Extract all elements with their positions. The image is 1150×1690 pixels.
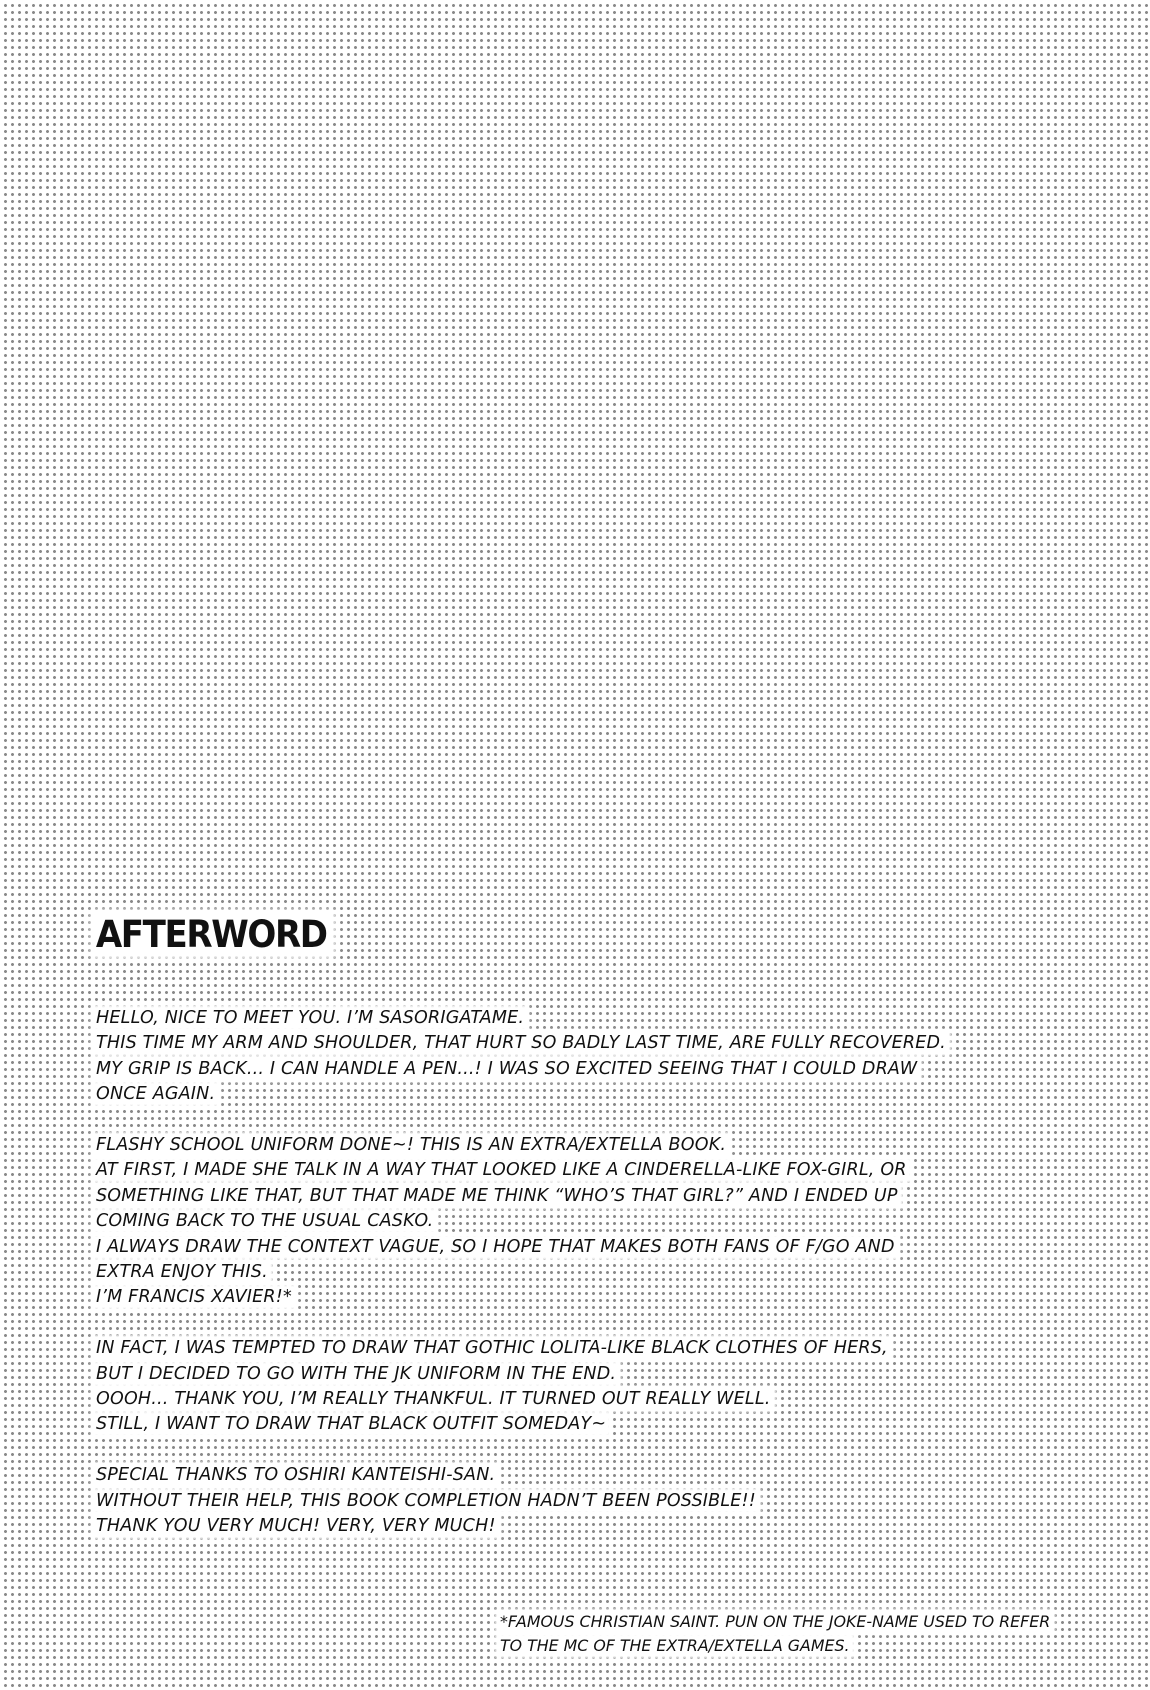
text-line: THANK YOU VERY MUCH! VERY, VERY MUCH!	[96, 1516, 496, 1537]
afterword-body	[94, 1006, 1054, 1565]
text-line: BUT I DECIDED TO GO WITH THE JK UNIFORM IN THE END.	[96, 1363, 617, 1384]
text-line: IN FACT, I WAS TEMPTED TO DRAW THAT GOTHIC LOLITA-LIKE BLACK CLOTHES OF HERS,	[96, 1338, 888, 1359]
text-line: WITHOUT THEIR HELP, THIS BOOK COMPLETION HADN’T BEEN POSSIBLE!!	[96, 1490, 756, 1511]
text-line: HELLO, NICE TO MEET YOU. I’M SASORIGATAME.	[96, 1008, 525, 1028]
footnote	[498, 1610, 1052, 1658]
paragraph-greeting	[94, 1006, 1054, 1108]
text-line: COMING BACK TO THE USUAL CASKO.	[96, 1211, 434, 1232]
paragraph-thanks	[94, 1463, 1054, 1539]
text-line: OOOH... THANK YOU, I’M REALLY THANKFUL. IT TURNED OUT REALLY WELL.	[96, 1389, 771, 1410]
text-line: STILL, I WANT TO DRAW THAT BLACK OUTFIT SOMEDAY~	[96, 1414, 607, 1435]
text-line: AT FIRST, I MADE SHE TALK IN A WAY THAT LOOKED LIKE A CINDERELLA-LIKE FOX-GIRL, OR	[96, 1160, 907, 1181]
paragraph-uniform	[94, 1133, 1054, 1311]
page-title: AFTERWORD	[94, 914, 332, 955]
text-line: SPECIAL THANKS TO OSHIRI KANTEISHI-SAN.	[96, 1465, 496, 1486]
text-line: I’M FRANCIS XAVIER!*	[96, 1287, 292, 1308]
text-line: MY GRIP IS BACK... I CAN HANDLE A PEN...! I WAS SO EXCITED SEEING THAT I COULD DRAW	[96, 1058, 918, 1079]
text-line: I ALWAYS DRAW THE CONTEXT VAGUE, SO I HOPE THAT MAKES BOTH FANS OF F/GO AND	[96, 1236, 895, 1257]
text-line: SOMETHING LIKE THAT, BUT THAT MADE ME THINK “WHO’S THAT GIRL?” AND I ENDED UP	[96, 1185, 898, 1206]
text-line: EXTRA ENJOY THIS.	[96, 1262, 268, 1283]
text-line: ONCE AGAIN.	[96, 1084, 216, 1105]
text-line: FLASHY SCHOOL UNIFORM DONE~! THIS IS AN EXTRA/EXTELLA BOOK.	[96, 1135, 727, 1156]
paragraph-outfit	[94, 1336, 1054, 1438]
footnote-line: *FAMOUS CHRISTIAN SAINT. PUN ON THE JOKE-NAME USED TO REFER	[500, 1612, 1051, 1631]
text-line: THIS TIME MY ARM AND SHOULDER, THAT HURT SO BADLY LAST TIME, ARE FULLY RECOVERED.	[96, 1033, 946, 1054]
footnote-line: TO THE MC OF THE EXTRA/EXTELLA GAMES.	[500, 1636, 850, 1655]
